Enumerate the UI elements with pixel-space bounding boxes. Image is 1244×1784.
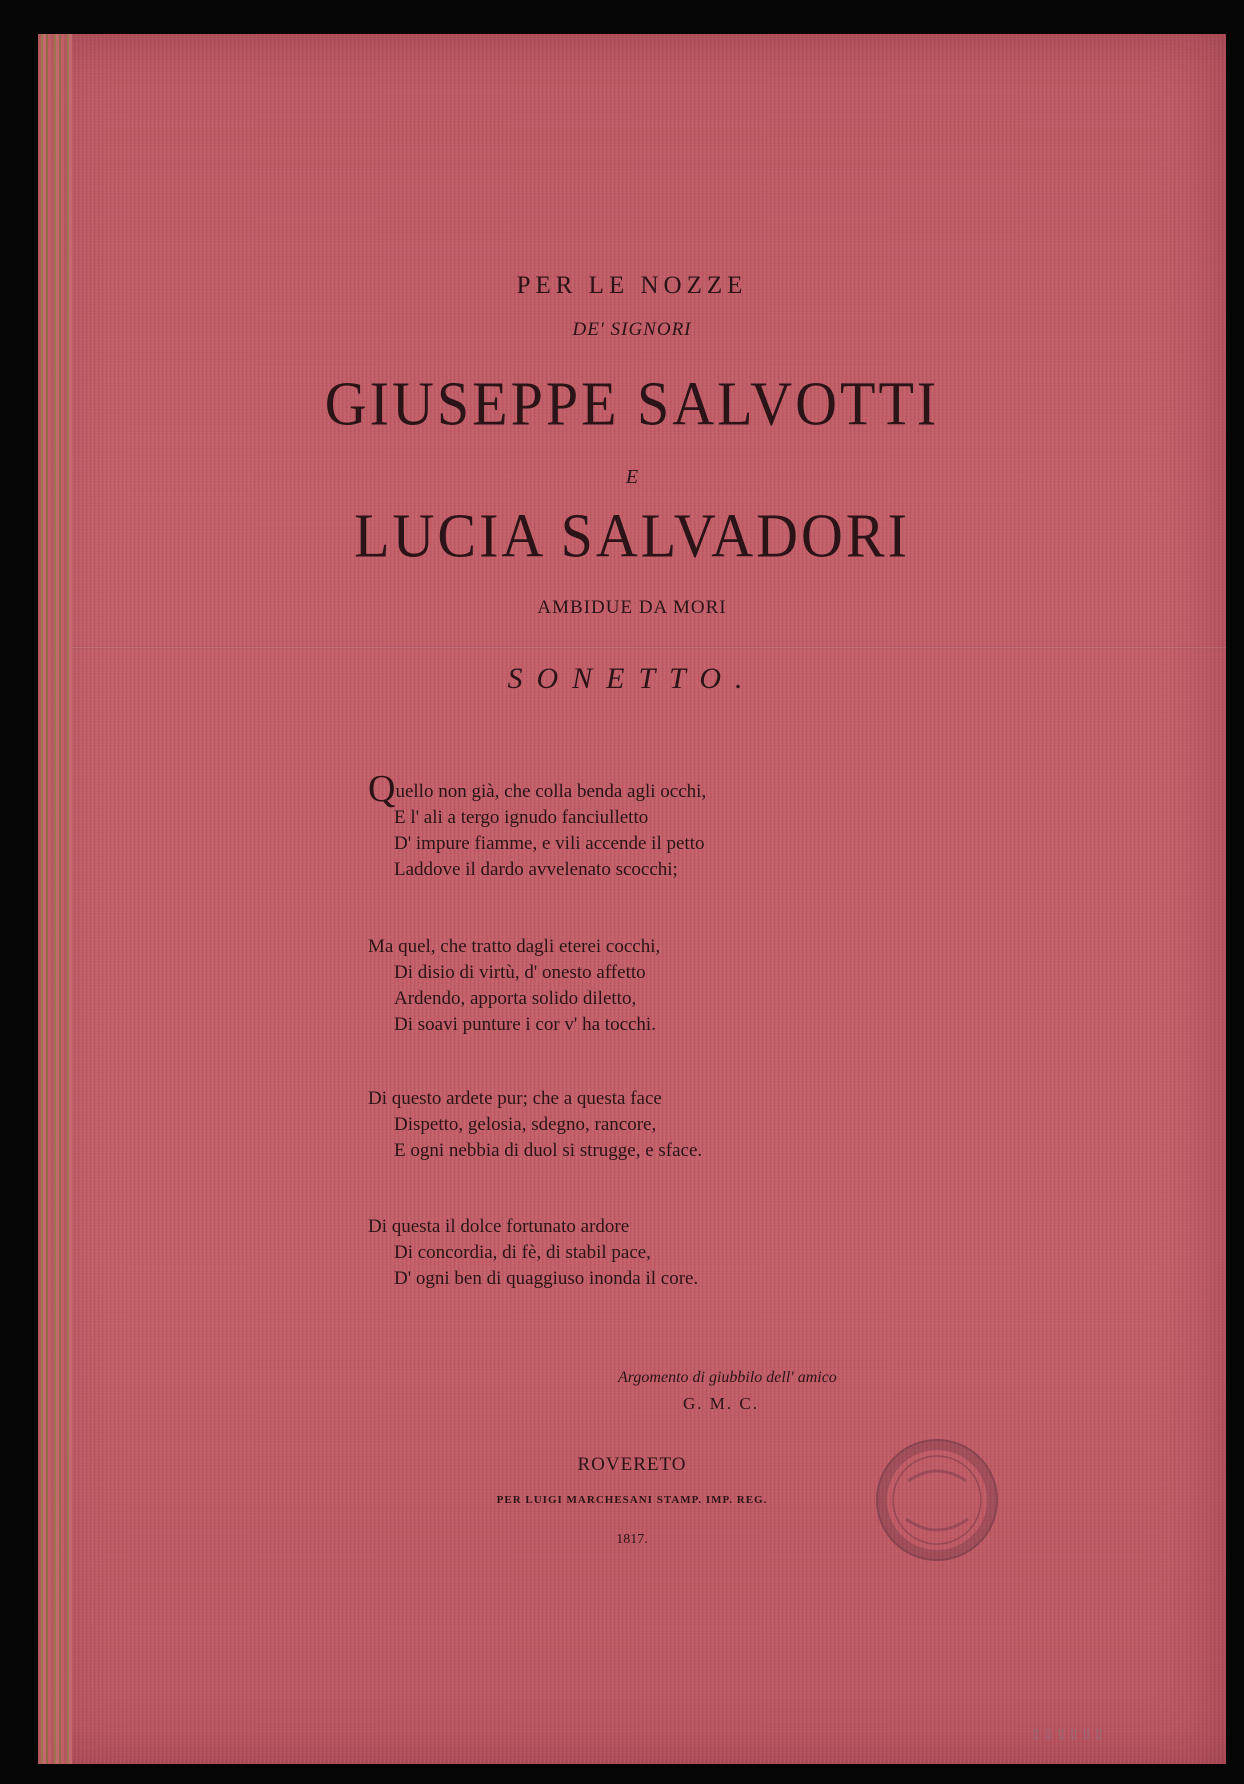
sonnet-line: E l' ali a tergo ignudo fanciulletto — [394, 807, 649, 828]
sonnet-line: Di disio di virtù, d' onesto affetto — [394, 962, 646, 983]
sonnet-line: Ma quel, che tratto dagli eterei cocchi, — [368, 936, 661, 957]
sonnet-line: D' ogni ben di quaggiuso inonda il core. — [394, 1268, 699, 1289]
sonnet-line: E ogni nebbia di duol si strugge, e sface. — [394, 1140, 703, 1161]
author-initials: G. M. C. — [683, 1394, 759, 1413]
sonnet-line: Ardendo, apporta solido diletto, — [394, 988, 637, 1009]
fold-line — [72, 646, 1226, 649]
sonnet-line: Di questo ardete pur; che a questa face — [368, 1088, 662, 1109]
sonnet-line-text: uello non già, che colla benda agli occhi, — [395, 781, 707, 802]
stanza-2 — [368, 934, 660, 1038]
bride-name: LUCIA SALVADORI — [354, 500, 910, 571]
sonnet-line: Di soavi punture i cor v' ha tocchi. — [394, 1014, 656, 1035]
stanza-4 — [368, 1214, 698, 1292]
origin-line: AMBIDUE DA MORI — [537, 597, 727, 618]
sonnet-line: D' impure fiamme, e vili accende il petto — [394, 833, 705, 854]
sonnet-line: Laddove il dardo avvelenato scocchi; — [394, 859, 678, 880]
imprint-city: ROVERETO — [577, 1454, 687, 1475]
sonnet-line: Di questa il dolce fortunato ardore — [368, 1216, 630, 1237]
heading-per-le-nozze: PER LE NOZZE — [516, 272, 748, 299]
stanza-3 — [368, 1086, 702, 1164]
heading-de-signori: DE' SIGNORI — [572, 319, 692, 340]
groom-name: GIUSEPPE SALVOTTI — [324, 368, 940, 439]
genre-title: SONETTO. — [507, 662, 757, 695]
inventory-mark-icon: ▯▯▯▯▯▯ — [1028, 1726, 1104, 1745]
conjunction: E — [625, 466, 639, 488]
imprint-year: 1817. — [616, 1532, 648, 1547]
silk-broadside — [38, 34, 1226, 1764]
library-stamp-icon — [876, 1439, 998, 1561]
attribution-text: Argomento di giubbilo dell' amico — [618, 1369, 837, 1386]
stanza-1 — [368, 768, 707, 883]
sonnet-line — [368, 768, 707, 810]
imprint-printer: PER LUIGI MARCHESANI STAMP. IMP. REG. — [496, 1494, 768, 1506]
drop-initial: Q — [368, 768, 396, 810]
sonnet-line: Di concordia, di fè, di stabil pace, — [394, 1242, 651, 1263]
sonnet-line: Dispetto, gelosia, sdegno, rancore, — [394, 1114, 657, 1135]
